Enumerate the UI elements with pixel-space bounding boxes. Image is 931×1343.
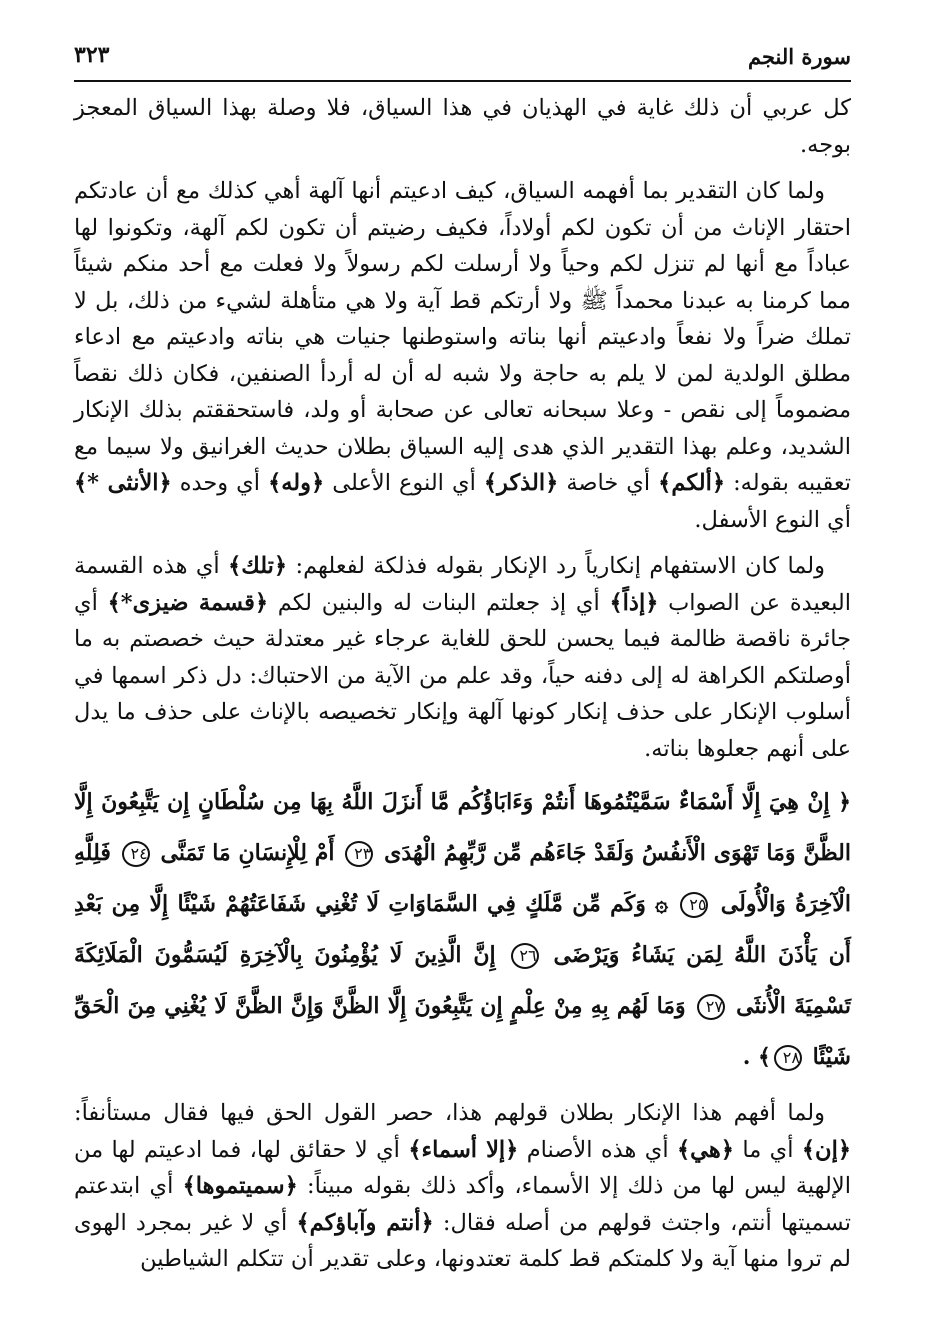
verse-text: ﴿ إِنْ هِيَ إِلَّا أَسْمَاءٌ سَمَّيْتُمُوهَا أَنتُمْ وَءَابَاؤُكُم مَّا أَنزَلَ اللَّهُ بِهَا مِن سُلْطَانٍ إِن يَتَّبِعُونَ إِلَّا الظَّنَّ وَمَا تَهْوَى الْأَنفُسُ وَلَقَدْ جَاءَهُم مِّن رَّبِّهِمُ الْهُدَى — [74, 789, 851, 866]
ayah-number-marker: ٢٤ — [122, 841, 150, 867]
paragraph-text: أي ما — [742, 1136, 794, 1163]
quoted-word: ﴿ألكم﴾ — [658, 470, 726, 496]
ayah-number-marker: ٢٧ — [697, 994, 725, 1020]
quran-verses-block — [74, 777, 851, 1083]
paragraph-text: ولما كان الاستفهام إنكارياً رد الإنكار بقوله فذلكة لفعلهم: — [295, 553, 826, 579]
ayah-number-marker: ٢٨ — [774, 1045, 802, 1071]
quoted-word: ﴿تلك﴾ — [228, 553, 288, 579]
quoted-word: ﴿الذكر﴾ — [483, 470, 559, 496]
page-header — [74, 40, 851, 82]
verse-text: ۞ وَكَم مِّن مَّلَكٍ فِي السَّمَاوَاتِ لَا تُغْنِي شَفَاعَتُهُمْ شَيْئًا إِلَّا مِن بَعْدِ أَن يَأْذَنَ اللَّهُ لِمَن يَشَاءُ وَيَرْضَى — [74, 891, 851, 968]
paragraph-text: أي إذ جعلتم البنات له والبنين لكم — [277, 589, 600, 616]
page-body — [74, 90, 851, 1288]
paragraph-4 — [74, 1095, 851, 1278]
quoted-word: ﴿سميتموها﴾ — [182, 1173, 298, 1199]
verse-end-bracket: ﴾ . — [742, 1044, 771, 1070]
paragraph-text: أي جائرة ناقصة ظالمة فيما يحسن للحق للغاية عرجاء غير معتدلة حيث خصصتم به ما أوصلتكم الكراهة له إلى دفنه حياً، وقد علم من الآية من الاحتباك: دل ذكر اسمها في أسلوب الإنكار على حذف إنكار كونها آلهة وإنكار تخصيصه بالإناث على حذف ما يدل على أنهم جعلوها بناته. — [74, 589, 851, 762]
paragraph-text: كل عربي أن ذلك غاية في الهذيان في هذا السياق، فلا وصلة بهذا السياق المعجز بوجه. — [74, 95, 851, 158]
quoted-word: ﴿هي﴾ — [676, 1136, 734, 1163]
quoted-word: ﴿إلا أسماء﴾ — [408, 1136, 519, 1163]
quoted-word: ﴿أنتم وآباؤكم﴾ — [296, 1209, 434, 1236]
paragraph-text: أي خاصة — [566, 470, 651, 496]
paragraph-text: أي هذه القسمة البعيدة عن الصواب — [74, 553, 851, 616]
quoted-word: ﴿قسمة ضيزى*﴾ — [107, 589, 269, 616]
paragraph-2 — [74, 173, 851, 538]
paragraph-text: أي ابتدعتم تسميتها أنتم، واجتث قولهم من أصله فقال: — [74, 1173, 852, 1236]
verse-text: إِنَّ الَّذِينَ لَا يُؤْمِنُونَ بِالْآخِرَةِ لَيُسَمُّونَ الْمَلَائِكَةَ تَسْمِيَةَ الْأُنثَى — [74, 942, 851, 1019]
paragraph-text: ولما كان التقدير بما أفهمه السياق، كيف ادعيتم أنها آلهة أهي كذلك مع أن عادتكم احتقار الإناث من أن تكون لكم أولاداً، فكيف رضيتم أن تكون لكم آلهة، وتكونوا لها عباداً مع أنها لم تنزل لكم وحياً ولا أرسلت لكم رسولاً ولا فعلت مع أحد منكم شيئاً مما كرمنا به عبدنا محمداً ﷺ ولا أرتكم قط آية ولا هي متأهلة لشيء من ذلك، بل لا تملك ضراً ولا نفعاً وادعيتم أنها بناته واستوطنها جنيات هي بناته وادعيتم مع ادعاء مطلق الولدية لمن لا يلم به حاجة ولا شبه له أن له أردأ الصنفين، فكان ذلك نقصاً مضموماً إلى نقص - وعلا سبحانه تعالى عن صحابة أو ولد، فاستحققتم بذلك الإنكار الشديد، وعلم بهذا التقدير الذي هدى إليه السياق بطلان حديث الغرانيق ولا سيما مع تعقيبه بقوله: — [74, 178, 852, 496]
paragraph-text: ولما أفهم هذا الإنكار بطلان قولهم هذا، حصر القول الحق فيها فقال مستأنفاً: — [74, 1100, 825, 1126]
verse-text: وَمَا لَهُم بِهِ مِنْ عِلْمٍ إِن يَتَّبِعُونَ إِلَّا الظَّنَّ وَإِنَّ الظَّنَّ لَا يُغْنِي مِنَ الْحَقِّ شَيْئًا — [74, 993, 851, 1070]
verse-text: أَمْ لِلْإِنسَانِ مَا تَمَنَّى — [160, 840, 335, 866]
ayah-number-marker: ٢٦ — [511, 943, 539, 969]
paragraph-text: أي لا حقائق لها، فما ادعيتم لها من الإلهية ليس لها من ذلك إلا الأسماء، وأكد ذلك بقوله مبيناً: — [74, 1136, 851, 1199]
paragraph-text: أي لا غير بمجرد الهوى لم تروا منها آية ولا كلمتكم قط كلمة تعتدونها، وعلى تقدير أن تتكلم الشياطين — [74, 1209, 851, 1272]
paragraph-1 — [74, 90, 851, 163]
quoted-word: ﴿إذاً﴾ — [609, 589, 659, 616]
paragraph-text: أي النوع الأعلى — [332, 470, 476, 496]
paragraph-3 — [74, 548, 851, 767]
page-number: ٣٢٣ — [74, 42, 110, 68]
ayah-number-marker: ٢٥ — [680, 892, 708, 918]
paragraph-text: أي هذه الأصنام — [526, 1136, 669, 1163]
quoted-word: ﴿الأنثى *﴾ — [74, 470, 172, 496]
verse-text: فَلِلَّهِ الْآخِرَةُ وَالْأُولَى — [74, 840, 851, 917]
surah-title: سورة النجم — [747, 44, 851, 69]
ayah-number-marker: ٢٣ — [345, 841, 373, 867]
paragraph-text: أي النوع الأسفل. — [694, 506, 851, 533]
quoted-word: ﴿وله﴾ — [268, 470, 325, 496]
paragraph-text: أي وحده — [179, 470, 261, 496]
quoted-word: ﴿إن﴾ — [801, 1136, 852, 1163]
